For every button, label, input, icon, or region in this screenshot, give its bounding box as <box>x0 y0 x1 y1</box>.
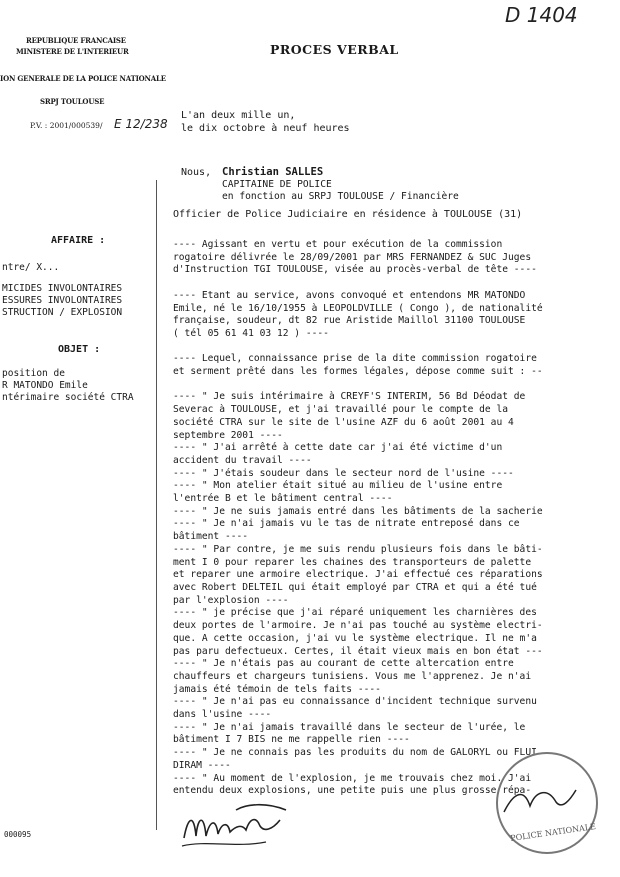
officer-prefix: Nous, <box>181 167 212 178</box>
statement-line: d'Instruction TGI TOULOUSE, visée au procès-verbal de tête ---- <box>173 264 537 276</box>
statement-line: ---- " J'ai arrêté à cette date car j'ai été victime d'un <box>173 442 503 454</box>
date-line-2: le dix octobre à neuf heures <box>181 123 350 134</box>
statement-line: pas paru defectueux. Certes, il était vieux mais en bon état --- <box>173 645 543 657</box>
officer-residence: Officier de Police Judiciaire en résidence à TOULOUSE (31) <box>173 209 523 220</box>
statement-line: l'entrée B et le bâtiment central ---- <box>173 493 393 505</box>
affaire-line: ESSURES INVOLONTAIRES <box>2 295 123 306</box>
objet-line: R MATONDO Emile <box>2 380 88 391</box>
affaire-line: STRUCTION / EXPLOSION <box>2 307 123 318</box>
handwritten-reference: D 1404 <box>505 3 578 27</box>
statement-line <box>173 379 613 392</box>
statement-line: bâtiment I 7 BIS ne me rappelle rien ---- <box>173 734 410 746</box>
affaire-line: MICIDES INVOLONTAIRES <box>2 283 123 294</box>
statement-line: ---- Etant au service, avons convoqué et entendons MR MATONDO <box>173 289 526 301</box>
statement-line: ---- " Je ne connais pas les produits du nom de GALORYL ou FLUI <box>173 747 537 759</box>
pv-number: P.V. : 2001/000539/ <box>30 121 103 130</box>
statement-line: ---- " Je n'ai jamais vu le tas de nitrate entreposé dans ce <box>173 518 520 530</box>
statement-line: et serment prêté dans les formes légales, dépose comme suit : -- <box>173 366 543 378</box>
statement-line: ---- " Mon atelier était situé au milieu de l'usine entre <box>173 480 503 492</box>
statement-line: Severac à TOULOUSE, et j'ai travaillé pour le compte de la <box>173 404 509 416</box>
officer-rank: CAPITAINE DE POLICE <box>222 179 332 190</box>
statement-line: que. A cette occasion, j'ai vu le système electrique. Il ne m'a <box>173 632 537 644</box>
statement-line: jamais été témoin de tels faits ---- <box>173 683 381 695</box>
statement-line: française, soudeur, dt 82 rue Aristide Maillol 31100 TOULOUSE <box>173 315 526 327</box>
statement-line: ment I 0 pour reparer les chaines des transporteurs de palette <box>173 556 532 568</box>
statement-line: par l'explosion ---- <box>173 594 289 606</box>
statement-line: dans l'usine ---- <box>173 709 272 721</box>
pv-handwritten: E 12/238 <box>114 117 168 131</box>
statement-line: ---- " Je n'étais pas au courant de cette altercation entre <box>173 658 514 670</box>
statement-line: Emile, né le 16/10/1955 à LEOPOLDVILLE ( Congo ), de nationalité <box>173 302 543 314</box>
objet-heading: OBJET : <box>58 344 101 355</box>
header-srpj: SRPJ TOULOUSE <box>40 97 105 106</box>
statement-line: avec Robert DELTEIL qui était employé par CTRA et qui a été tué <box>173 581 537 593</box>
statement-line: ---- " Au moment de l'explosion, je me trouvais chez moi. J'ai <box>173 772 532 784</box>
header-ministry: MINISTERE DE L'INTERIEUR <box>16 47 129 56</box>
header-republic: REPUBLIQUE FRANCAISE <box>26 36 126 45</box>
statement-line: ---- " Je n'ai jamais travaillé dans le secteur de l'urée, le <box>173 721 526 733</box>
affaire-heading: AFFAIRE : <box>51 235 106 246</box>
statement-line: ---- Agissant en vertu et pour exécution de la commission <box>173 239 503 250</box>
stamp-text: POLICE NATIONALE <box>509 822 597 843</box>
statement-line: rogatoire délivrée le 28/09/2001 par MRS FERNANDEZ & SUC Juges <box>173 251 532 263</box>
statement-body <box>173 239 613 798</box>
statement-line: accident du travail ---- <box>173 454 312 466</box>
statement-line: DIRAM ---- <box>173 759 231 771</box>
statement-line: ---- " je précise que j'ai réparé uniquement les charnières des <box>173 607 537 619</box>
statement-line: et reparer une armoire electrique. J'ai effectué ces réparations <box>173 569 543 581</box>
officer-post: en fonction au SRPJ TOULOUSE / Financière <box>222 191 459 202</box>
date-line-1: L'an deux mille un, <box>181 110 296 121</box>
statement-line: deux portes de l'armoire. Je n'ai pas touché au système electri- <box>173 620 543 632</box>
signature <box>176 796 306 856</box>
statement-line <box>173 341 613 354</box>
statement-line: bâtiment ---- <box>173 531 249 543</box>
statement-line: chauffeurs et chargeurs tunisiens. Vous me l'apprenez. Je n'ai <box>173 670 532 682</box>
statement-line: septembre 2001 ---- <box>173 429 283 441</box>
objet-line: position de <box>2 368 65 379</box>
statement-line: ---- " Je suis intérimaire à CREYF'S INTERIM, 56 Bd Déodat de <box>173 391 526 403</box>
statement-line: entendu deux explosions, une petite puis une plus grosse répa- <box>173 785 532 797</box>
statement-line <box>173 277 613 290</box>
statement-line: ---- " J'étais soudeur dans le secteur nord de l'usine ---- <box>173 467 514 479</box>
page-title: PROCES VERBAL <box>270 42 399 57</box>
margin-line <box>156 180 157 830</box>
objet-line: ntérimaire société CTRA <box>2 392 134 403</box>
statement-line: ---- " Je ne suis jamais entré dans les bâtiments de la sacherie <box>173 505 543 517</box>
page-footer-number: 000095 <box>4 830 32 839</box>
stamp-signature <box>500 782 580 822</box>
statement-line: ---- " Par contre, je me suis rendu plusieurs fois dans le bâti- <box>173 543 543 555</box>
statement-line: ---- Lequel, connaissance prise de la dite commission rogatoire <box>173 353 537 365</box>
statement-line: ( tél 05 61 41 03 12 ) ---- <box>173 327 329 339</box>
officer-name: Christian SALLES <box>222 166 324 178</box>
header-direction: ION GENERALE DE LA POLICE NATIONALE <box>0 74 166 83</box>
affaire-line: ntre/ X... <box>2 262 60 273</box>
statement-line: ---- " Je n'ai pas eu connaissance d'incident technique survenu <box>173 696 537 708</box>
statement-line: société CTRA sur le site de l'usine AZF du 6 août 2001 au 4 <box>173 416 514 428</box>
